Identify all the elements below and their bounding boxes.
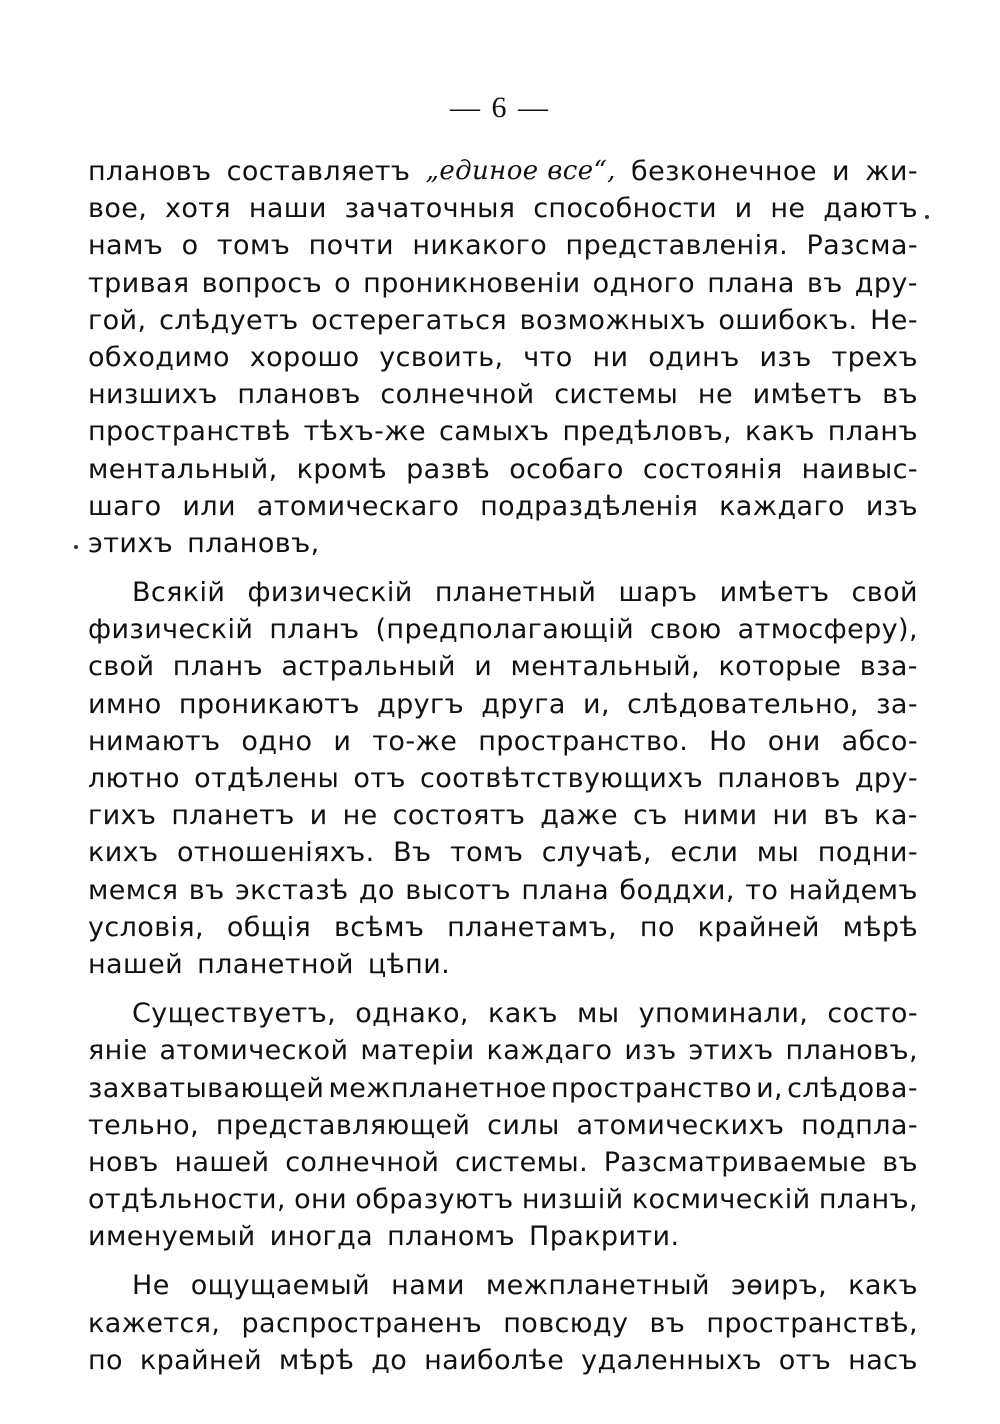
word: Пракрити. <box>529 1221 680 1253</box>
word: о <box>334 267 352 299</box>
word: шаго <box>88 490 162 522</box>
word: этихъ <box>688 1035 774 1067</box>
word: мы <box>576 998 620 1030</box>
word: отдѣлены <box>194 763 340 794</box>
word: проникновеніи <box>363 267 581 299</box>
word: хорошо <box>249 341 360 373</box>
word: Не- <box>870 304 918 336</box>
word: одинъ <box>648 341 740 373</box>
word: плановъ <box>717 763 841 794</box>
word: какъ <box>488 998 558 1030</box>
word: атмосферу), <box>737 614 918 646</box>
word: межпланетный <box>485 1270 710 1302</box>
word: каждаго <box>719 490 845 522</box>
text-line <box>88 648 918 685</box>
word: гихъ <box>88 800 157 832</box>
word: наивыс- <box>801 453 918 485</box>
word: состоянія <box>642 453 783 485</box>
word: мѣрѣ <box>278 1344 355 1376</box>
word: образуютъ <box>355 1184 514 1216</box>
word: ошибокъ. <box>718 304 858 336</box>
word: каждаго <box>486 1035 613 1067</box>
text-line <box>88 488 918 525</box>
text-line <box>88 574 918 611</box>
word: упоминали, <box>638 998 809 1030</box>
word: и <box>832 156 850 187</box>
word: ментальный, <box>88 453 278 485</box>
word: пространствѣ, <box>706 1307 918 1339</box>
word: мемся <box>88 874 179 906</box>
text-line <box>88 797 918 834</box>
text-line <box>88 339 918 376</box>
word: матеріи <box>360 1035 475 1067</box>
word: высотъ <box>405 874 512 906</box>
word: и <box>333 725 352 757</box>
word: состо- <box>827 998 918 1030</box>
body-text <box>88 153 918 1379</box>
word: въ <box>823 800 860 832</box>
word: пространство. <box>478 725 689 757</box>
word: однако, <box>355 998 469 1030</box>
word: отношеніяхъ. <box>177 837 375 869</box>
word: Разсма- <box>806 230 918 262</box>
word: Существуетъ, <box>132 998 337 1030</box>
word: изъ <box>624 1035 677 1067</box>
text-line <box>88 376 918 413</box>
text-line <box>88 265 918 302</box>
word: съ <box>633 800 668 832</box>
word: лютно <box>88 763 180 794</box>
word: хотя <box>164 193 232 225</box>
word: кажется, <box>88 1307 221 1339</box>
word: плановъ, <box>785 1035 918 1067</box>
word: новъ <box>88 1146 159 1178</box>
text-line <box>88 995 918 1032</box>
text-line <box>88 153 918 190</box>
word: то <box>745 874 779 906</box>
word: плана <box>521 874 610 906</box>
word: о <box>181 230 199 262</box>
word: физическій <box>88 614 254 646</box>
word: въ <box>882 1146 918 1178</box>
word: дру- <box>854 763 918 794</box>
word: дру- <box>854 267 918 299</box>
word: гой, <box>88 304 147 336</box>
word: они <box>294 1184 348 1216</box>
text-line <box>88 723 918 760</box>
word: (предполагающій <box>375 614 635 646</box>
word: отдѣльности, <box>88 1184 286 1216</box>
word: зачаточныя <box>344 193 516 225</box>
word: случаѣ, <box>541 837 652 869</box>
word: астральный <box>281 651 456 683</box>
word: остерегаться <box>311 304 507 336</box>
word: представляющей <box>215 1109 471 1141</box>
margin-speck-left <box>74 545 78 549</box>
word: проникаютъ <box>178 688 360 720</box>
paragraph <box>88 1267 918 1379</box>
word: даже <box>540 800 619 832</box>
text-line <box>88 946 918 983</box>
word: межпланетное <box>328 1072 547 1104</box>
word: системы <box>554 379 679 411</box>
word: или <box>182 490 236 522</box>
word: распространенъ <box>241 1307 483 1339</box>
word: тѣхъ-же <box>303 416 427 448</box>
word: солнечной <box>285 1146 440 1178</box>
word: свою <box>650 614 722 646</box>
word: планомъ <box>387 1221 516 1253</box>
word: трехъ <box>831 341 918 373</box>
page-number: — 6 — <box>450 91 550 124</box>
text-line <box>88 227 918 264</box>
word: они <box>767 725 821 757</box>
word: почти <box>308 230 394 262</box>
word: планетъ <box>171 800 295 832</box>
word: особаго <box>509 453 624 485</box>
word: этихъ <box>88 527 174 559</box>
word: условія, <box>88 911 205 943</box>
text-line <box>88 1267 918 1304</box>
word: не <box>697 379 733 411</box>
word: одно <box>241 725 313 757</box>
word: и <box>309 800 328 832</box>
word: крайней <box>697 911 820 943</box>
word: космическій <box>631 1184 811 1216</box>
word: эѳиръ, <box>731 1270 828 1302</box>
word: солнечной <box>380 379 535 411</box>
word: въ <box>188 874 225 906</box>
word: планъ <box>827 416 918 448</box>
word: подпла- <box>801 1109 918 1141</box>
word: захватывающей <box>88 1072 325 1104</box>
text-line <box>88 611 918 648</box>
word: „единое все“, <box>425 156 616 186</box>
word: повсюду <box>503 1307 629 1339</box>
word: какъ <box>848 1270 918 1302</box>
word: то-же <box>372 725 458 757</box>
word: ними <box>682 800 758 832</box>
word: состоятъ <box>392 800 526 832</box>
word: томъ <box>216 230 291 262</box>
word: Но <box>709 725 747 757</box>
word: отъ <box>353 763 406 794</box>
word: крайней <box>139 1344 263 1376</box>
word: и <box>734 193 753 225</box>
word: плановъ <box>88 156 212 187</box>
word: до <box>371 1344 408 1376</box>
text-line <box>88 413 918 450</box>
text-line <box>88 1032 918 1069</box>
word: по <box>88 1344 123 1376</box>
word: наиболѣе <box>424 1344 565 1376</box>
text-line <box>88 1070 918 1107</box>
paragraph-gap <box>88 1255 918 1267</box>
text-line <box>88 834 918 871</box>
word: удаленныхъ <box>581 1344 762 1376</box>
word: какъ <box>744 416 815 448</box>
word: предѣловъ, <box>562 416 733 448</box>
text-line <box>88 909 918 946</box>
word: силы <box>487 1109 560 1141</box>
word: имно <box>88 688 162 720</box>
word: въ <box>649 1307 686 1339</box>
word: яніе <box>88 1035 148 1067</box>
word: никакого <box>412 230 548 262</box>
word: абсо- <box>841 725 918 757</box>
word: мѣрѣ <box>842 911 918 943</box>
word: подни- <box>817 837 918 869</box>
word: Не <box>132 1270 170 1302</box>
text-line <box>88 190 918 227</box>
word: ка- <box>874 800 918 832</box>
word: наши <box>248 193 327 225</box>
word: слѣдова- <box>787 1072 918 1104</box>
word: Всякій <box>132 577 226 609</box>
word: составляетъ <box>226 156 411 187</box>
word: если <box>670 837 739 869</box>
word: отъ <box>778 1344 832 1376</box>
word: вопросъ <box>201 267 323 299</box>
paragraph <box>88 995 918 1255</box>
word: и, <box>583 688 610 720</box>
word: соотвѣтствующихъ <box>420 763 704 794</box>
text-line <box>88 760 918 797</box>
word: именуемый <box>88 1221 256 1253</box>
word: нашей <box>88 948 184 980</box>
text-line <box>88 1342 918 1379</box>
word: цѣпи. <box>367 948 451 980</box>
word: жи- <box>865 156 918 187</box>
text-line <box>88 451 918 488</box>
word: томъ <box>450 837 524 869</box>
word: Разсматриваемые <box>603 1146 867 1178</box>
word: имѣетъ <box>719 577 830 609</box>
word: намъ <box>88 230 164 262</box>
word: всѣмъ <box>333 911 425 943</box>
word: нимаютъ <box>88 725 221 757</box>
word: въ <box>882 379 918 411</box>
word: системы. <box>455 1146 589 1178</box>
word: нами <box>391 1270 465 1302</box>
word: планетамъ, <box>447 911 618 943</box>
word: имѣетъ <box>752 379 863 411</box>
word: пространствѣ <box>88 416 291 448</box>
word: иногда <box>269 1221 374 1253</box>
word: плановъ, <box>187 527 320 559</box>
text-line <box>88 1305 918 1342</box>
word: вза- <box>859 651 918 683</box>
word: усвоить, <box>379 341 504 373</box>
word: плана <box>707 267 795 299</box>
word: атомической <box>159 1035 349 1067</box>
word: планетной <box>197 948 354 980</box>
word: планъ <box>269 614 360 646</box>
word: кромѣ <box>296 453 388 485</box>
text-line <box>88 1181 918 1218</box>
word: и, <box>756 1072 784 1104</box>
word: способности <box>533 193 717 225</box>
word: шаръ <box>618 577 698 609</box>
word: возможныхъ <box>519 304 706 336</box>
word: боддхи, <box>619 874 735 906</box>
word: слѣдовательно, <box>627 688 859 720</box>
word: экстазѣ <box>234 874 349 906</box>
word: свой <box>851 577 918 609</box>
word: ментальный, <box>510 651 701 683</box>
word: не <box>770 193 806 225</box>
word: подраздѣленія <box>480 490 699 522</box>
word: которые <box>718 651 842 683</box>
word: свой <box>88 651 155 683</box>
word: изъ <box>759 341 812 373</box>
word: представленія. <box>565 230 789 262</box>
margin-speck-right <box>925 215 929 219</box>
word: планетный <box>434 577 597 609</box>
word: друга <box>481 688 566 720</box>
word: кихъ <box>88 837 159 869</box>
word: другъ <box>377 688 465 720</box>
paragraph-gap <box>88 983 918 995</box>
word: тривая <box>88 267 190 299</box>
text-line <box>88 1218 918 1255</box>
word: не <box>342 800 378 832</box>
word: и <box>474 651 493 683</box>
word: одного <box>592 267 696 299</box>
text-line <box>88 525 918 562</box>
word: нашей <box>174 1146 270 1178</box>
word: даютъ <box>823 193 918 225</box>
word: обходимо <box>88 341 230 373</box>
word: за- <box>876 688 918 720</box>
word: ни <box>772 800 809 832</box>
word: общія <box>226 911 312 943</box>
word: развѣ <box>406 453 491 485</box>
word: до <box>358 874 395 906</box>
text-line <box>88 302 918 339</box>
word: въ <box>806 267 843 299</box>
text-line <box>88 1144 918 1181</box>
word: атомическаго <box>256 490 460 522</box>
word: насъ <box>848 1344 918 1376</box>
word: планъ, <box>818 1184 918 1216</box>
word: ощущаемый <box>190 1270 371 1302</box>
word: что <box>523 341 573 373</box>
word: физическій <box>247 577 413 609</box>
paragraph-gap <box>88 562 918 574</box>
word: безконечное <box>631 156 817 187</box>
text-line <box>88 686 918 723</box>
word: вое, <box>88 193 148 225</box>
word: мы <box>756 837 800 869</box>
word: тельно, <box>88 1109 200 1141</box>
word: атомическихъ <box>576 1109 785 1141</box>
word: Въ <box>393 837 432 869</box>
text-line <box>88 1107 918 1144</box>
word: самыхъ <box>438 416 550 448</box>
word: пространство <box>550 1072 752 1104</box>
text-line <box>88 872 918 909</box>
paragraph <box>88 153 918 562</box>
word: по <box>639 911 675 943</box>
word: ни <box>592 341 629 373</box>
word: планъ <box>172 651 263 683</box>
paragraph <box>88 574 918 983</box>
word: плановъ <box>237 379 361 411</box>
word: низшихъ <box>88 379 218 411</box>
word: низшій <box>521 1184 624 1216</box>
word: слѣдуетъ <box>159 304 299 336</box>
word: изъ <box>865 490 918 522</box>
word: найдемъ <box>788 874 918 906</box>
